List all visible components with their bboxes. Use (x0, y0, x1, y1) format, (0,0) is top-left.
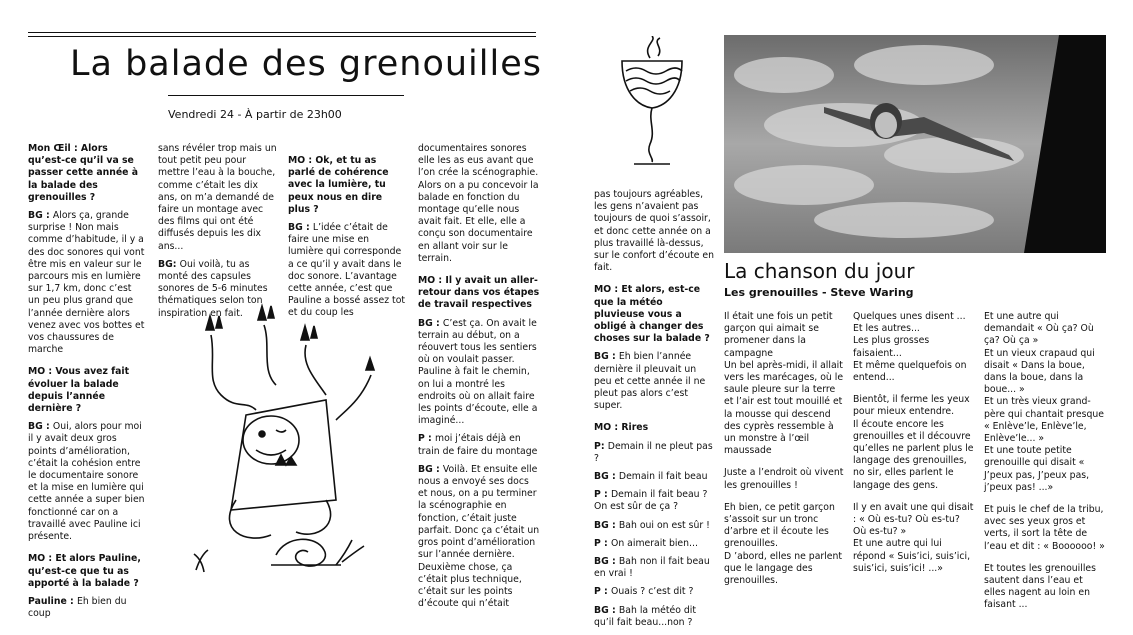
song-col-3 (984, 311, 1106, 622)
paragraph (28, 421, 146, 543)
speaker: BG : (288, 222, 313, 234)
speaker: BG : (594, 604, 619, 616)
song-title: La chanson du jour (724, 259, 915, 283)
text: Demain il ne pleut pas ? (594, 440, 713, 464)
paragraph (418, 433, 540, 457)
text: Demain il fait beau ? On est sûr de ça ? (594, 489, 708, 513)
text: Eh bien du coup (28, 595, 127, 620)
text: Eh bien l’année dernière il pleuvait un peu et cette année il ne pleut pas alors c’est super. (594, 351, 706, 412)
song-subtitle: Les grenouilles - Steve Waring (724, 286, 914, 299)
song-col-2 (853, 311, 975, 585)
frog-drawing-illustration (176, 300, 396, 580)
paragraph (28, 596, 146, 620)
text: documentaires sonores elle les as eus avant que l’on crée la scénographie. Alors on a pu concevoir la balade en fonction du montage qu’elle nous avait fait. Et elle, elle a conçu son documentaire en allant voir sur le terrain. (418, 143, 539, 264)
text: C’est ça. On avait le terrain au début, on a réouvert tous les sentiers où on voulait passer. Pauline à fait le chemin, on lui a montré les endroits où on allait faire les points d’écoute, elle a imaginé... (418, 317, 538, 427)
title-top-rule (28, 32, 536, 33)
paragraph (28, 553, 146, 590)
speaker: BG : (594, 351, 619, 363)
text: Rires (621, 422, 649, 434)
article-subtitle: Vendredi 24 - À partir de 23h00 (168, 108, 342, 121)
song-stanza: Et puis le chef de la tribu, avec ses yeux gros et verts, il sort la tête de l’eau et dit : « Boooooo! » (984, 504, 1105, 552)
paragraph (28, 210, 146, 356)
text: moi j’étais déjà en train de faire du montage (418, 433, 538, 457)
song-stanza: Bientôt, il ferme les yeux pour mieux entendre. Il écoute encore les grenouilles et il découvre qu’elles ne parlent plus le langage des grenouilles, no sir, elles parlent le langage des gens. (853, 394, 974, 491)
title-top-rule-2 (28, 36, 536, 37)
text: Demain il fait beau (618, 471, 708, 483)
text: Vous avez fait évoluer la balade depuis l’année dernière ? (28, 366, 130, 415)
text: Alors qu’est-ce qu’il va se passer cette année à la balade des grenouilles ? (28, 143, 139, 203)
paragraph (594, 520, 716, 532)
paragraph (594, 189, 716, 274)
paragraph (158, 143, 278, 253)
title-bottom-rule (168, 95, 404, 96)
sky-photo-image (724, 35, 1106, 253)
text: Ouais ? c’est dit ? (611, 586, 694, 598)
song-col-1 (724, 311, 844, 597)
song-stanza: Il y en avait une qui disait : « Où es-tu? Où es-tu? Où es-tu? » Et une autre qui lui répond « Suis’ici, suis’ici, suis’ici, suis’ici! ...» (853, 501, 974, 574)
interview-col-2 (158, 143, 278, 326)
speaker: BG : (594, 556, 619, 568)
text: L’idée c’était de faire une mise en lumière qui corresponde a ce qu’il y avait dans le doc sonore. L’avantage cette année, c’est que Pauline a bossé assez tot et du coup les (288, 222, 406, 319)
text: Et alors, est-ce que la météo pluvieuse vous a obligé à changer des choses sur la balade ? (594, 284, 710, 345)
paragraph (28, 366, 146, 415)
text: Bah la météo dit qu’il fait beau...non ? (594, 604, 696, 628)
speaker: P : (594, 586, 612, 598)
song-stanza: Quelques unes disent ... Et les autres... Les plus grosses faisaient... Et même quelquefois on entend... (853, 311, 967, 384)
speaker: MO : (418, 275, 446, 287)
speaker: BG : (418, 463, 443, 475)
speaker: P : (418, 433, 436, 445)
text: Voilà. Et ensuite elle nous a envoyé ses docs et nous, on a pu terminer la scénographie en fonction, c’était juste parfait. Donc ça c’était un gros point d’amélioration sur l’année dernière. Deuxième chose, ça c’était plus technique, c’était sur les points d’écoute qui n’était (418, 463, 540, 610)
paragraph (418, 318, 540, 428)
speaker: BG : (418, 317, 443, 329)
paragraph (594, 538, 716, 550)
speaker: MO : (594, 284, 622, 296)
paragraph (594, 422, 716, 434)
speaker: Pauline : (28, 595, 77, 607)
text: Et alors Pauline, qu’est-ce que tu as apporté à la balade ? (28, 553, 141, 589)
paragraph (594, 605, 716, 629)
paragraph (594, 471, 716, 483)
speaker: MO : (28, 553, 56, 565)
paragraph (594, 586, 716, 598)
speaker: BG : (594, 519, 619, 531)
text: Oui voilà, tu as monté des capsules sonores de 5-6 minutes thématiques selon ton inspiration en fait. (158, 258, 268, 319)
speaker: P: (594, 440, 608, 452)
speaker: MO : (28, 366, 56, 378)
paragraph (594, 351, 716, 412)
text: Alors ça, grande surprise ! Non mais comme d’habitude, il y a des doc sonores qui vont être mis en valeur sur le parcours mis en lumière sur 1,7 km, donc c’est un peu plus grand que l’année dernière alors venez avec vos bottes et vos chaussures de marche (28, 210, 145, 356)
interview-col-1 (28, 143, 146, 626)
text: Ok, et tu as parlé de cohérence avec la lumière, tu peux nous en dire plus ? (288, 155, 389, 215)
interview-col-4 (418, 143, 540, 616)
rires-dialogue (594, 441, 716, 629)
paragraph (28, 143, 146, 204)
wine-glass-illustration (612, 36, 692, 172)
paragraph (594, 489, 716, 513)
speaker: BG : (28, 210, 53, 222)
text: Il y avait un aller-retour dans vos étapes de travail respectives (418, 275, 540, 311)
text: On aimerait bien... (611, 537, 698, 549)
speaker: MO : (288, 155, 316, 166)
paragraph (594, 284, 716, 345)
speaker: BG : (28, 421, 53, 433)
song-stanza: Il était une fois un petit garçon qui aimait se promener dans la campagne Un bel après-midi, il allait vers les marécages, où le saule pleure sur la terre et l’air est tout mouillé et la mousse qui descend des cyprès ressemble à un monstre à l’œil maussade (724, 311, 844, 457)
interview-col-5 (594, 189, 716, 635)
paragraph (418, 464, 540, 610)
song-stanza: Eh bien, ce petit garçon s’assoit sur un tronc d’arbre et il écoute les grenouilles. D ’abord, elles ne parlent que le langage des grenouilles. (724, 501, 843, 587)
paragraph (594, 556, 716, 580)
speaker: Mon Œil : (28, 143, 81, 154)
article-title: La balade des grenouilles (70, 44, 542, 84)
paragraph (288, 155, 406, 216)
paragraph (418, 275, 540, 312)
speaker: P : (594, 537, 612, 549)
text: sans révéler trop mais un tout petit peu pour mettre l’eau à la bouche, comme c’était les dix ans, on m’a demandé de faire un montage avec des films qui ont été diffusés depuis les dix ans... (158, 143, 277, 252)
speaker: BG : (594, 471, 619, 483)
text: pas toujours agréables, les gens n’avaient pas toujours de quoi s’assoir, et donc cette année on a plus travaillé là-dessus, sur le confort d’écoute en fait. (594, 189, 715, 274)
paragraph (418, 143, 540, 265)
song-stanza: Et une autre qui demandait « Où ça? Où ça? Où ça » Et un vieux crapaud qui disait « Dans la boue, dans la boue, dans la boue... » Et un très vieux grand-père qui chantait presque « Enlève’le, Enlève’le, Enlève’le... » Et une toute petite grenouille qui disait « J’peux pas, J’peux pas, j’peux pas! ...» (984, 311, 1104, 493)
speaker: BG: (158, 258, 180, 270)
sky-photo (724, 35, 1106, 253)
text: Bah non il fait beau en vrai ! (594, 556, 710, 580)
text: Oui, alors pour moi il y avait deux gros points d’amélioration, c’était la cohésion entre le documentaire sonore et la mise en lumière qui cette année a super bien fonctionné car on a travaillé avec Pauline ici présente. (28, 421, 145, 543)
speaker: MO : (594, 422, 622, 434)
text: Bah oui on est sûr ! (618, 519, 710, 531)
speaker: P : (594, 489, 612, 501)
song-stanza: Et toutes les grenouilles sautent dans l’eau et elles nagent au loin en faisant ... (984, 562, 1096, 611)
paragraph (594, 441, 716, 465)
song-stanza: Juste a l’endroit où vivent les grenouilles ! (724, 467, 844, 491)
